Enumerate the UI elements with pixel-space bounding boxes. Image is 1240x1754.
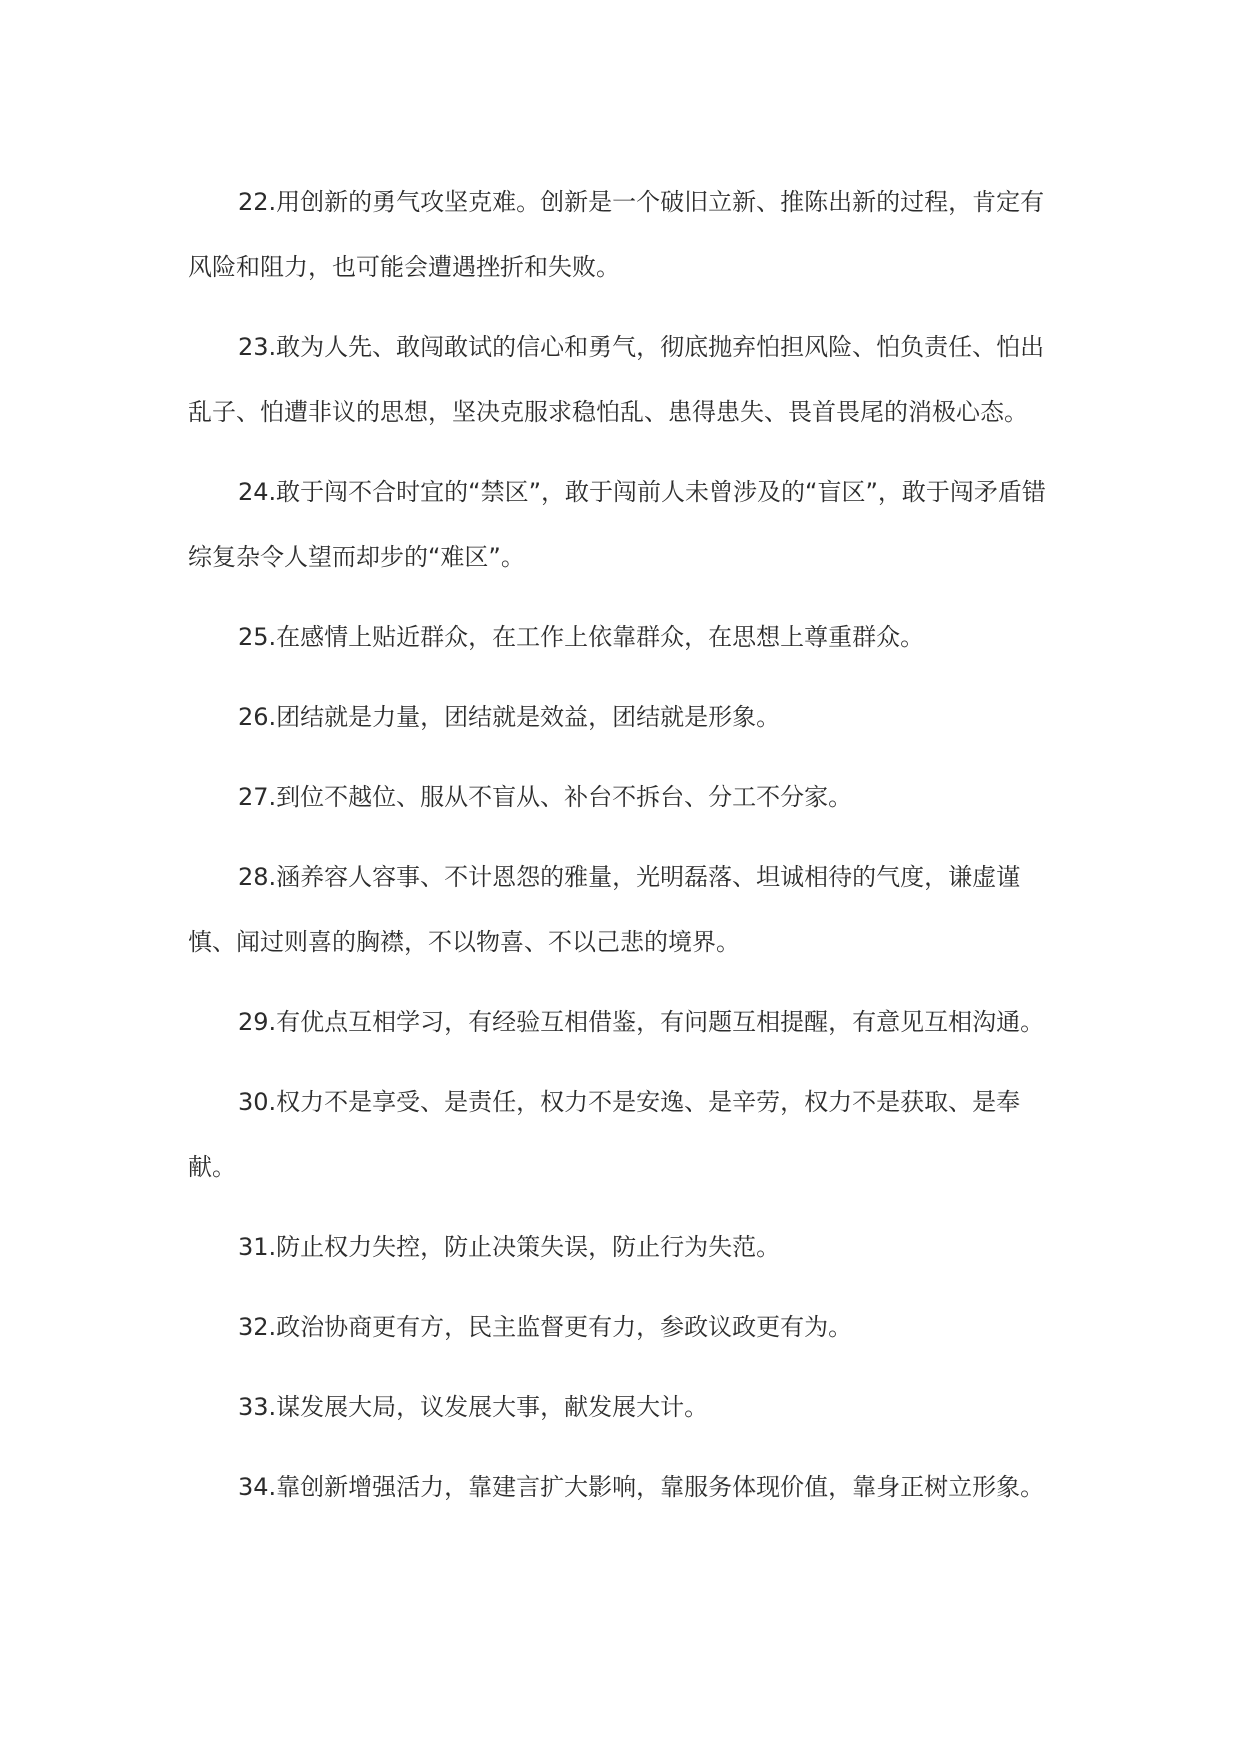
paragraph-27: 27.到位不越位、服从不盲从、补台不拆台、分工不分家。 bbox=[238, 783, 853, 811]
paragraph-26: 26.团结就是力量，团结就是效益，团结就是形象。 bbox=[238, 703, 781, 731]
paragraph-23: 23.敢为人先、敢闯敢试的信心和勇气，彻底抛弃怕担风险、怕负责任、怕出乱子、怕遭非议的思想，坚决克服求稳怕乱、患得患失、畏首畏尾的消极心态。 bbox=[188, 333, 1045, 426]
paragraph-28: 28.涵养容人容事、不计恩怨的雅量，光明磊落、坦诚相待的气度，谦虚谨慎、闻过则喜的胸襟，不以物喜、不以己悲的境界。 bbox=[188, 863, 1021, 956]
paragraph-29: 29.有优点互相学习，有经验互相借鉴，有问题互相提醒，有意见互相沟通。 bbox=[238, 1008, 1045, 1036]
paragraph-31: 31.防止权力失控，防止决策失误，防止行为失范。 bbox=[238, 1233, 781, 1261]
paragraph-22: 22.用创新的勇气攻坚克难。创新是一个破旧立新、推陈出新的过程，肯定有风险和阻力，也可能会遭遇挫折和失败。 bbox=[188, 188, 1045, 281]
paragraph-32: 32.政治协商更有方，民主监督更有力，参政议政更有为。 bbox=[238, 1313, 853, 1341]
paragraph-34: 34.靠创新增强活力，靠建言扩大影响，靠服务体现价值，靠身正树立形象。 bbox=[238, 1473, 1045, 1501]
document-body bbox=[188, 170, 1068, 1535]
paragraph-33: 33.谋发展大局，议发展大事，献发展大计。 bbox=[238, 1393, 709, 1421]
paragraph-24: 24.敢于闯不合时宜的“禁区”，敢于闯前人未曾涉及的“盲区”，敢于闯矛盾错综复杂令人望而却步的“难区”。 bbox=[188, 478, 1046, 571]
paragraph-25: 25.在感情上贴近群众，在工作上依靠群众，在思想上尊重群众。 bbox=[238, 623, 925, 651]
paragraph-30: 30.权力不是享受、是责任，权力不是安逸、是辛劳，权力不是获取、是奉献。 bbox=[188, 1088, 1021, 1181]
